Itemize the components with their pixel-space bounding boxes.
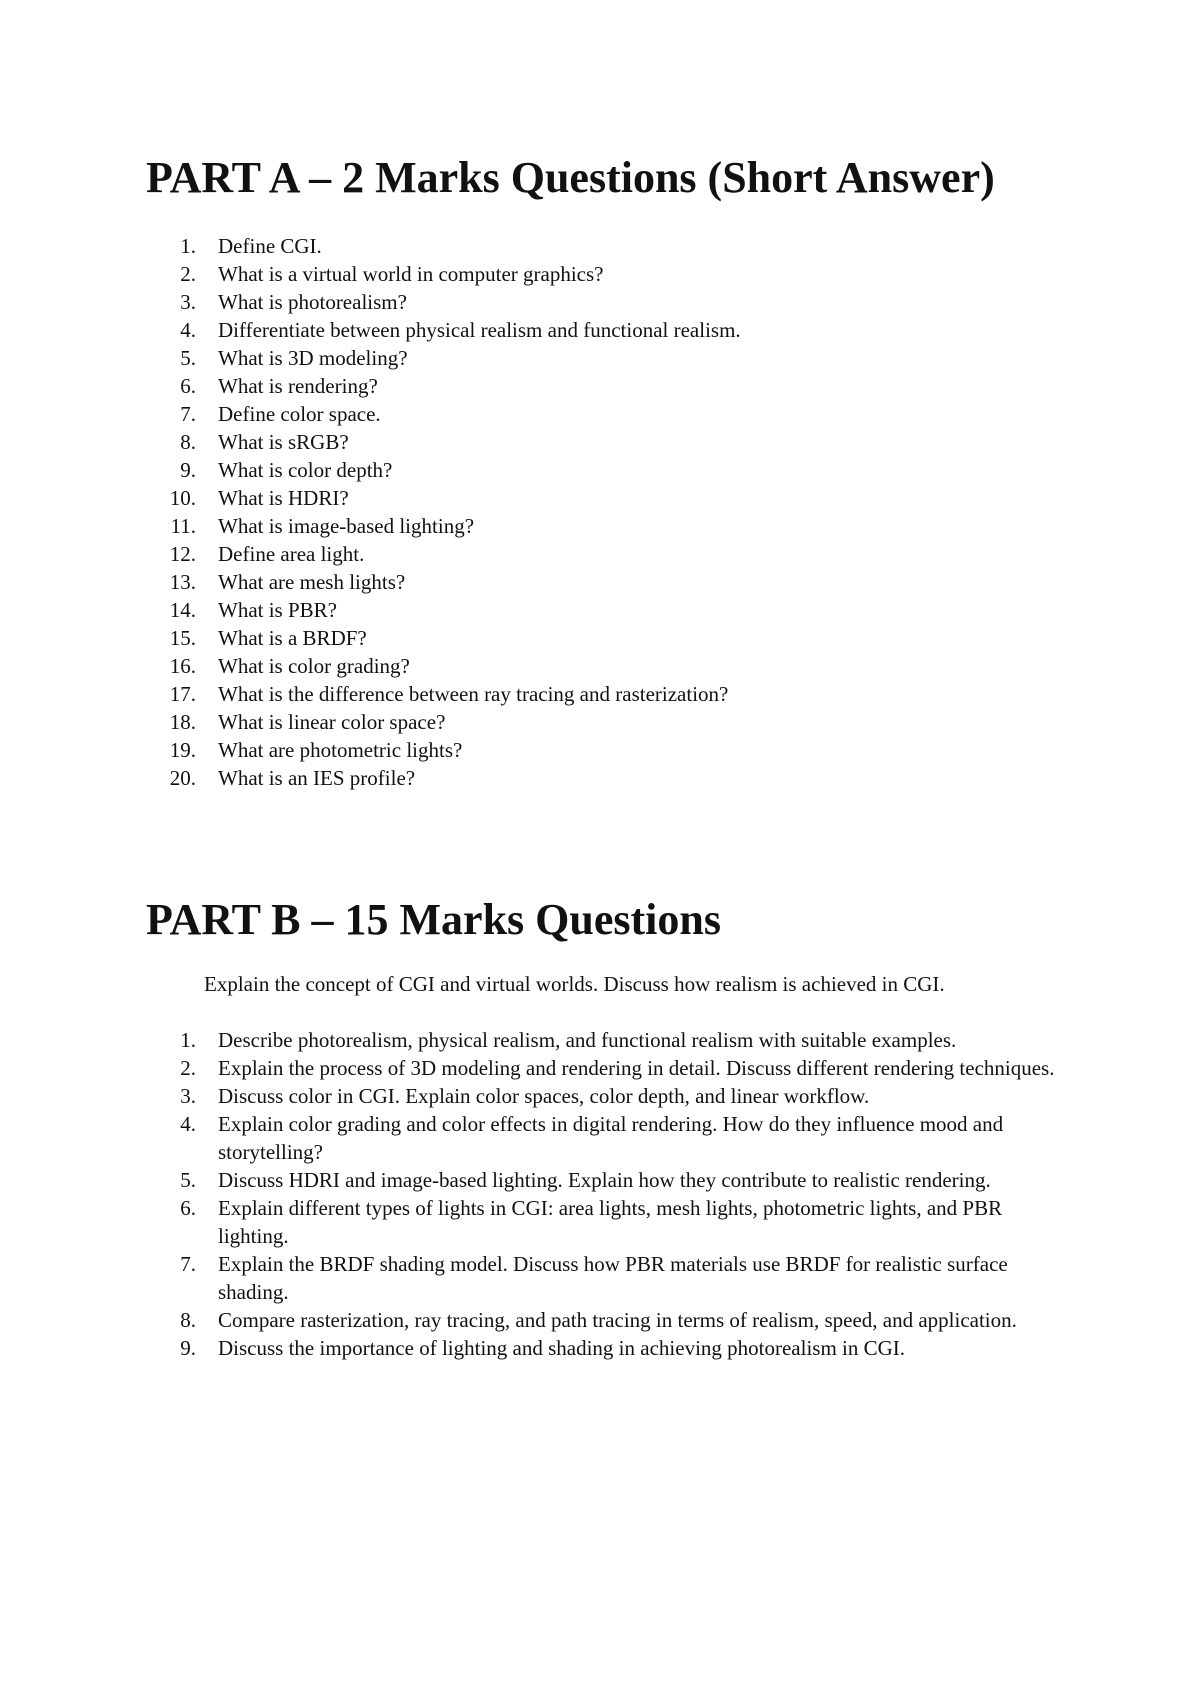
question-text: Define area light. [218,542,365,566]
question-number: 1. [180,1028,196,1052]
list-item [146,1026,1066,1054]
question-text: What is rendering? [218,374,378,398]
list-item [146,652,1066,680]
list-item [146,456,1066,484]
question-number: 3. [180,290,196,314]
question-text: Define CGI. [218,234,322,258]
question-text: What is the difference between ray tracing and rasterization? [218,682,729,706]
list-item [146,708,1066,736]
list-item [146,624,1066,652]
question-text: What is image-based lighting? [218,514,475,538]
question-number: 20. [169,766,196,790]
question-text: What is 3D modeling? [218,346,408,370]
question-text: What is a virtual world in computer graphics? [218,262,604,286]
question-number: 5. [180,346,196,370]
question-text: Discuss the importance of lighting and shading in achieving photorealism in CGI. [218,1336,906,1360]
question-text: Explain the process of 3D modeling and rendering in detail. Discuss different rendering techniques. [218,1056,1055,1080]
question-text: What is a BRDF? [218,626,367,650]
question-text: Differentiate between physical realism and functional realism. [218,318,741,342]
list-item [146,1054,1066,1082]
question-text: What is HDRI? [218,486,349,510]
list-item [146,400,1066,428]
list-item [146,1194,1066,1250]
question-number: 7. [180,402,196,426]
question-text: Explain the BRDF shading model. Discuss how PBR materials use BRDF for realistic surface shading. [218,1252,1008,1304]
question-number: 3. [180,1084,196,1108]
list-item [146,1110,1066,1166]
question-text: What is photorealism? [218,290,407,314]
list-item [146,1082,1066,1110]
question-text: What is color depth? [218,458,393,482]
question-number: 11. [170,514,196,538]
question-number: 1. [180,234,196,258]
question-number: 15. [169,626,196,650]
question-number: 16. [169,654,196,678]
question-text: Define color space. [218,402,381,426]
question-number: 6. [180,1196,196,1220]
question-number: 5. [180,1168,196,1192]
question-text: Discuss HDRI and image-based lighting. Explain how they contribute to realistic rendering. [218,1168,991,1192]
list-item [146,316,1066,344]
list-item [146,1334,1066,1362]
list-item [146,288,1066,316]
list-item [146,680,1066,708]
list-item [146,372,1066,400]
list-item [146,568,1066,596]
question-text: Compare rasterization, ray tracing, and path tracing in terms of realism, speed, and application. [218,1308,1017,1332]
question-number: 17. [169,682,196,706]
question-text: What are photometric lights? [218,738,463,762]
question-number: 14. [169,598,196,622]
question-number: 4. [180,318,196,342]
question-number: 12. [169,542,196,566]
question-number: 8. [180,430,196,454]
part-b-question-list [146,1026,1066,1362]
question-text: What is sRGB? [218,430,349,454]
question-text: What is an IES profile? [218,766,416,790]
question-text: Discuss color in CGI. Explain color spaces, color depth, and linear workflow. [218,1084,870,1108]
question-number: 8. [180,1308,196,1332]
question-number: 19. [169,738,196,762]
list-item [146,1166,1066,1194]
question-number: 4. [180,1112,196,1136]
question-text: Explain different types of lights in CGI: area lights, mesh lights, photometric lights, and PBR lighting. [218,1196,1003,1248]
part-a-heading: PART A – 2 Marks Questions (Short Answer) [146,153,995,202]
question-number: 10. [169,486,196,510]
list-item [146,484,1066,512]
question-number: 18. [169,710,196,734]
question-number: 9. [180,458,196,482]
question-text: Describe photorealism, physical realism, and functional realism with suitable examples. [218,1028,957,1052]
list-item [146,1306,1066,1334]
list-item [146,344,1066,372]
list-item [146,512,1066,540]
list-item [146,260,1066,288]
list-item [146,232,1066,260]
part-b-intro: Explain the concept of CGI and virtual worlds. Discuss how realism is achieved in CGI. [204,972,945,996]
list-item [146,1250,1066,1306]
part-b-heading: PART B – 15 Marks Questions [146,895,721,944]
document-page [146,146,1066,1362]
list-item [146,540,1066,568]
question-text: Explain color grading and color effects in digital rendering. How do they influence mood and storytelling? [218,1112,1004,1164]
part-a-question-list [146,232,1066,792]
list-item [146,596,1066,624]
question-text: What are mesh lights? [218,570,406,594]
question-text: What is color grading? [218,654,410,678]
list-item [146,764,1066,792]
question-number: 7. [180,1252,196,1276]
list-item [146,736,1066,764]
question-number: 2. [180,1056,196,1080]
question-number: 13. [169,570,196,594]
question-text: What is PBR? [218,598,337,622]
question-number: 9. [180,1336,196,1360]
question-number: 6. [180,374,196,398]
question-number: 2. [180,262,196,286]
question-text: What is linear color space? [218,710,446,734]
list-item [146,428,1066,456]
